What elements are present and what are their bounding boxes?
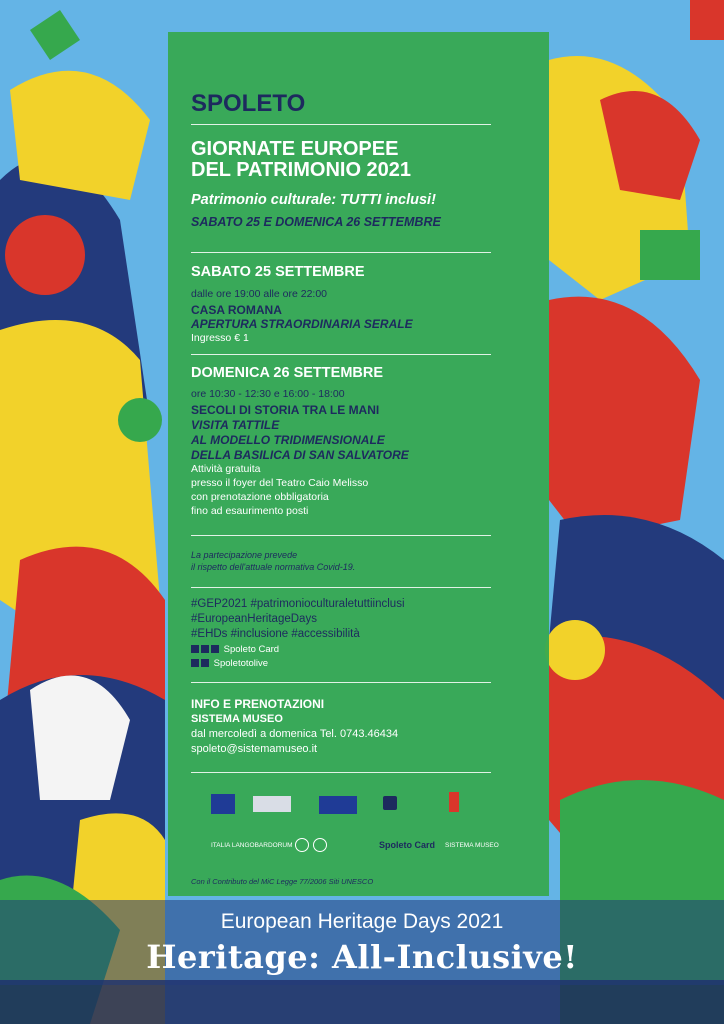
divider	[191, 587, 491, 588]
hashtags-line1: #GEP2021 #patrimonioculturaletuttiinclusi	[191, 598, 405, 610]
social-row-2	[191, 658, 268, 669]
social-handle-2[interactable]: Spoletotolive	[213, 658, 269, 669]
sunday-event-line3: DELLA BASILICA DI SAN SALVATORE	[191, 448, 409, 462]
divider	[191, 682, 491, 683]
footer-slogan: Heritage: All-Inclusive!	[146, 938, 578, 976]
sunday-info-line2: presso il foyer del Teatro Caio Melisso	[191, 477, 369, 489]
event-title-line1: GIORNATE EUROPEE	[191, 138, 399, 160]
info-days-phone[interactable]: dal mercoledì a domenica Tel. 0743.46434	[191, 728, 399, 740]
info-org: SISTEMA MUSEO	[191, 713, 283, 725]
saturday-event: APERTURA STRAORDINARIA SERALE	[191, 317, 413, 331]
sistema-museo-logo: SISTEMA MUSEO	[445, 842, 499, 849]
credit-line: Con il Contributo del MiC Legge 77/2006 Siti UNESCO	[191, 877, 374, 886]
italia-langobardorum-logo: ITALIA LANGOBARDORUM	[211, 842, 293, 849]
saturday-hours: dalle ore 19:00 alle ore 22:00	[191, 288, 328, 300]
info-heading: INFO E PRENOTAZIONI	[191, 697, 325, 711]
info-email[interactable]: spoleto@sistemamuseo.it	[191, 743, 318, 755]
sunday-heading: DOMENICA 26 SETTEMBRE	[191, 365, 384, 381]
divider	[191, 535, 491, 536]
coe-logo	[319, 796, 357, 814]
event-dates: SABATO 25 E DOMENICA 26 SETTEMBRE	[191, 215, 441, 229]
city-title: SPOLETO	[191, 90, 306, 117]
comune-crest-logo	[449, 792, 459, 812]
unesco-logo	[295, 838, 309, 852]
council-europe-logo	[253, 796, 291, 812]
saturday-venue: CASA ROMANA	[191, 303, 282, 317]
facebook-icon	[191, 645, 199, 653]
divider	[191, 252, 491, 253]
eu-flag-logo	[211, 794, 235, 814]
covid-note-line2: il rispetto dell'attuale normativa Covid-19.	[191, 562, 356, 572]
saturday-heading: SABATO 25 SETTEMBRE	[191, 264, 365, 280]
divider	[191, 772, 491, 773]
social-row-1	[191, 644, 279, 655]
event-title-line2: DEL PATRIMONIO 2021	[191, 159, 412, 181]
divider	[191, 124, 491, 125]
divider	[191, 354, 491, 355]
sunday-event-line1: VISITA TATTILE	[191, 418, 280, 432]
saturday-entry: Ingresso € 1	[191, 332, 249, 344]
social-handle-1[interactable]: Spoleto Card	[223, 644, 280, 655]
info-panel	[168, 32, 549, 896]
hashtags-line2: #EuropeanHeritageDays	[191, 613, 317, 625]
sunday-info-line3: con prenotazione obbligatoria	[191, 491, 329, 503]
spoleto-card-logo: Spoleto Card	[379, 840, 436, 850]
sunday-event-line2: AL MODELLO TRIDIMENSIONALE	[191, 433, 385, 447]
hashtags-line3: #EHDs #inclusione #accessibilità	[191, 628, 360, 640]
sunday-hours: ore 10:30 - 12:30 e 16:00 - 18:00	[191, 388, 345, 400]
instagram-icon	[201, 659, 209, 667]
facebook-icon	[191, 659, 199, 667]
sunday-info-line1: Attività gratuita	[191, 463, 261, 475]
twitter-icon	[201, 645, 209, 653]
world-heritage-logo	[313, 838, 327, 852]
instagram-icon	[211, 645, 219, 653]
covid-note-line1: La partecipazione prevede	[191, 550, 298, 560]
sunday-event-title: SECOLI DI STORIA TRA LE MANI	[191, 403, 380, 417]
event-subtitle: Patrimonio culturale: TUTTI inclusi!	[191, 192, 436, 208]
footer-title: European Heritage Days 2021	[220, 910, 504, 933]
direzione-musei-logo	[383, 796, 397, 810]
sunday-info-line4: fino ad esaurimento posti	[191, 505, 309, 517]
